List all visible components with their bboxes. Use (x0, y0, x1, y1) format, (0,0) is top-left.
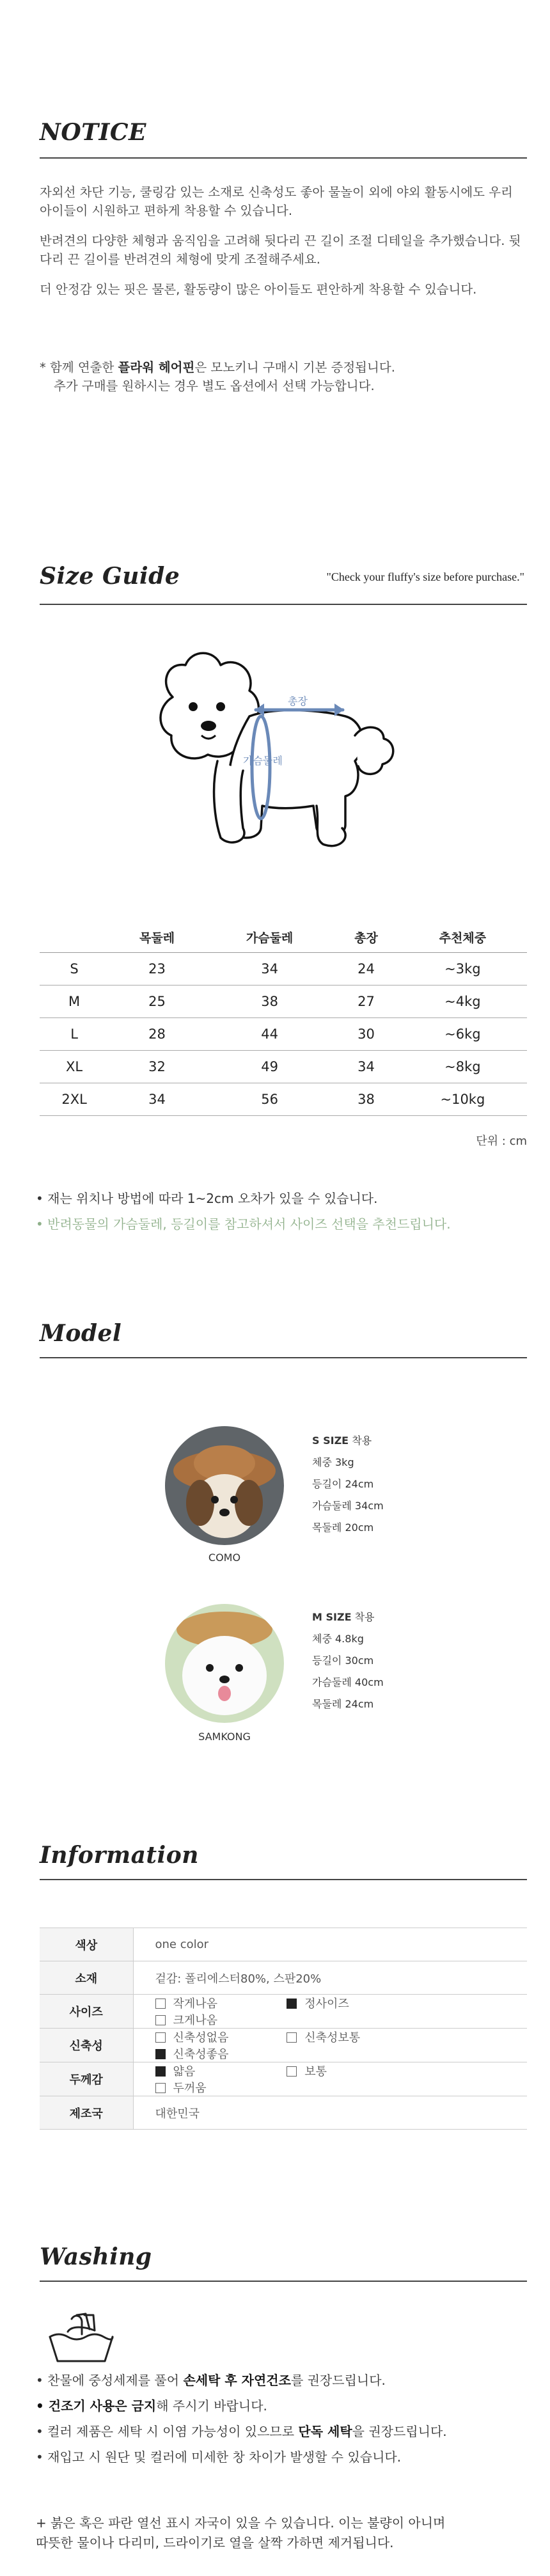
size-guide-title: Size Guide (40, 563, 180, 590)
wash-line-4: • 재입고 시 원단 및 컬러에 미세한 창 차이가 발생할 수 있습니다. (36, 2449, 402, 2465)
size-table (40, 923, 527, 1116)
header-length: 총장 (334, 923, 398, 952)
washing-title: Washing (40, 2243, 152, 2270)
chest-label: 가슴둘레 (243, 755, 283, 767)
size-guide-quote: "Check your fluffy's size before purchase." (326, 570, 524, 583)
information-title: Information (40, 1842, 199, 1869)
notice-paragraph-3: 더 안정감 있는 핏은 물론, 활동량이 많은 아이들도 편안하게 착용할 수 있습니다. (40, 282, 477, 297)
checkbox (287, 2032, 297, 2043)
model-samkong-info: M SIZE 착용 체중 4.8kg 등길이 30cm 가슴둘레 40cm 목둘레 24cm (312, 1611, 384, 1710)
length-label: 총장 (288, 695, 308, 707)
notice-divider (40, 157, 527, 159)
gift-note-suffix: 은 모노키니 구매시 기본 증정됩니다. (194, 360, 395, 375)
checkbox (155, 2015, 166, 2025)
checkbox-checked (287, 1999, 297, 2009)
model-como-info: S SIZE 착용 체중 3kg 등길이 24cm 가슴둘레 34cm 목둘레 20cm (312, 1434, 384, 1534)
table-row: XL 32 49 34 ~8kg (40, 1050, 527, 1083)
washing-instructions (36, 2368, 447, 2470)
unit-label: 단위 : cm (476, 1135, 527, 1148)
notice-paragraph-2: 반려견의 다양한 체형과 움직임을 고려해 뒷다리 끈 길이 조절 디테일을 추가했습니다. 뒷다리 끈 길이를 반려견의 체형에 맞게 조절해주세요. (40, 233, 521, 267)
size-note-2: • 반려동물의 가슴둘레, 등길이를 참고하셔서 사이즈 선택을 추천드립니다. (36, 1216, 451, 1232)
information-divider (40, 1879, 527, 1880)
hand-wash-icon (46, 2313, 116, 2364)
table-row: 사이즈 작게나옴 정사이즈 크게나옴 (40, 1995, 527, 2029)
checkbox-checked (155, 2066, 166, 2077)
model-samkong-name: SAMKONG (198, 1731, 251, 1743)
wash-line-2: • 건조기 사용은 금지해 주시기 바랍니다. (36, 2398, 267, 2414)
notice-title: NOTICE (40, 119, 146, 146)
washing-divider (40, 2281, 527, 2282)
checkbox (155, 1999, 166, 2009)
header-neck: 목둘레 (109, 923, 205, 952)
header-chest: 가슴둘레 (205, 923, 334, 952)
gift-note-item: 플라워 헤어핀 (118, 360, 195, 375)
table-row: M 25 38 27 ~4kg (40, 985, 527, 1017)
table-row: 신축성 신축성없음 신축성보통 신축성좋음 (40, 2029, 527, 2062)
table-row: S 23 34 24 ~3kg (40, 952, 527, 985)
size-table-header (40, 923, 527, 952)
checkbox (287, 2066, 297, 2077)
checkbox (155, 2032, 166, 2043)
table-row: 소재 겉감: 폴리에스터80%, 스판20% (40, 1961, 527, 1995)
table-row: 제조국 대한민국 (40, 2096, 527, 2130)
size-note-1: • 재는 위치나 방법에 따라 1~2cm 오차가 있을 수 있습니다. (36, 1191, 378, 1206)
model-divider (40, 1357, 527, 1358)
table-row: L 28 44 30 ~6kg (40, 1017, 527, 1050)
notice-paragraph-1: 자외선 차단 기능, 쿨링감 있는 소재로 신축성도 좋아 물놀이 외에 야외 활동시에도 우리 아이들이 시원하고 편하게 착용할 수 있습니다. (40, 185, 513, 218)
checkbox (155, 2083, 166, 2093)
model-como-photo (165, 1426, 284, 1545)
checkbox-checked (155, 2049, 166, 2059)
table-row: 2XL 34 56 38 ~10kg (40, 1083, 527, 1115)
gift-note-line2: 추가 구매를 원하시는 경우 별도 옵션에서 선택 가능합니다. (54, 379, 375, 393)
dog-measurement-illustration (153, 646, 409, 857)
model-samkong-photo (165, 1604, 284, 1723)
gift-note (40, 358, 532, 395)
size-notes (36, 1186, 451, 1237)
model-title: Model (40, 1320, 122, 1347)
model-como-name: COMO (208, 1551, 241, 1564)
wash-line-1: • 찬물에 중성세제를 풀어 손세탁 후 자연건조를 권장드립니다. (36, 2373, 386, 2388)
table-row: 색상 one color (40, 1928, 527, 1961)
size-guide-divider (40, 604, 527, 605)
gift-note-prefix: * 함께 연출한 (40, 360, 118, 375)
table-row: 두께감 얇음 보통 두꺼움 (40, 2062, 527, 2096)
washing-footnote: + 붉은 혹은 파란 열선 표시 자국이 있을 수 있습니다. 이는 불량이 아니며 따뜻한 물이나 다리미, 드라이기로 열을 살짝 가하면 제거됩니다. (36, 2515, 446, 2550)
wash-line-3: • 컬러 제품은 세탁 시 이염 가능성이 있으므로 단독 세탁을 권장드립니다. (36, 2424, 447, 2439)
header-weight: 추천체중 (398, 923, 527, 952)
info-table (40, 1928, 527, 2130)
